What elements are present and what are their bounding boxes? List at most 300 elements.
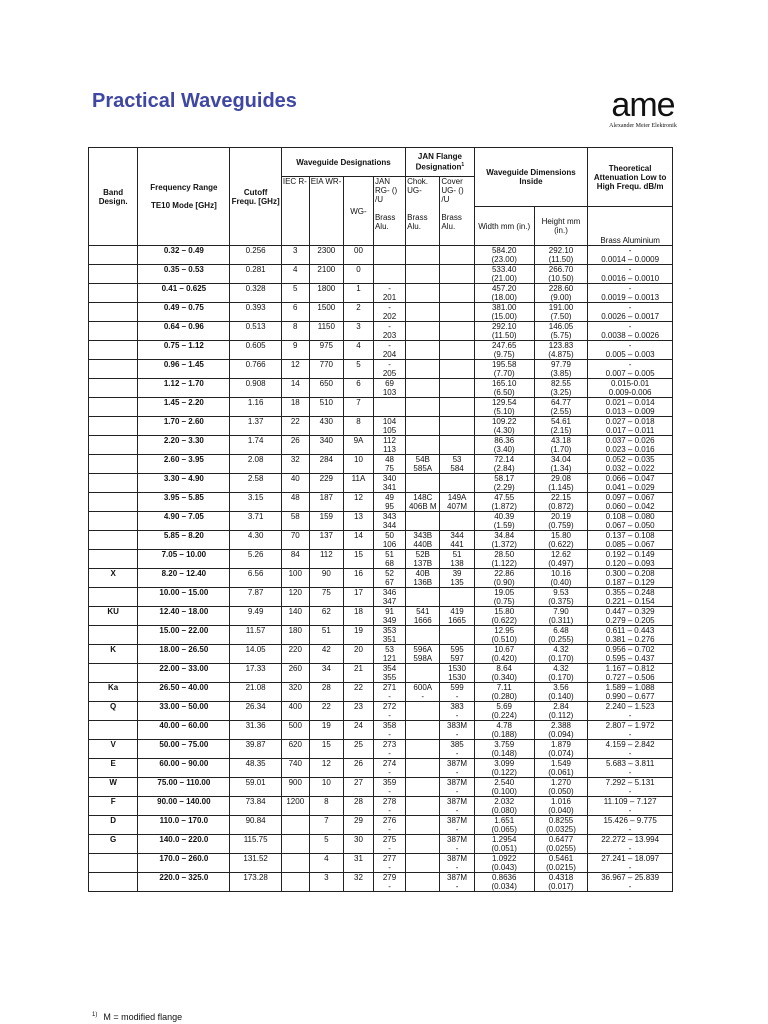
- width-cell: [474, 664, 534, 683]
- eia-cell: 90: [309, 569, 343, 588]
- jan-cell-line: -: [388, 730, 391, 739]
- cover-cell-line: -: [455, 692, 459, 701]
- jan-cell-line: 51: [385, 550, 394, 559]
- width-cell-line: 72.14: [494, 455, 515, 464]
- attenuation-cell-line: 0.005 – 0.003: [605, 350, 655, 359]
- eia-cell: 159: [309, 512, 343, 531]
- height-cell-line: (9.00): [550, 293, 572, 302]
- jan-cell-line: 113: [383, 445, 396, 454]
- jan-cell: [373, 398, 405, 417]
- attenuation-cell: [588, 341, 673, 360]
- jan-cell-line: -: [388, 360, 391, 369]
- cover-cell: [440, 702, 474, 721]
- attenuation-cell-line: 0.0038 – 0.0026: [601, 331, 660, 340]
- cover-cell-line: -: [455, 825, 459, 834]
- jan-cell-line: -: [388, 711, 391, 720]
- attenuation-cell: [588, 759, 673, 778]
- height-cell-line: (1.145): [548, 483, 574, 492]
- jan-cell: [373, 569, 405, 588]
- wg-cell: 00: [343, 246, 373, 265]
- attenuation-cell-line: 0.727 – 0.506: [605, 673, 655, 682]
- attenuation-cell: [588, 303, 673, 322]
- cover-cell: [440, 816, 474, 835]
- height-cell: [534, 759, 588, 778]
- cover-cell-line: 387M: [447, 816, 468, 825]
- band-cell: [89, 303, 138, 322]
- width-cell: [474, 284, 534, 303]
- cutoff-cell: 90.84: [230, 816, 281, 835]
- iec-cell: 1200: [281, 797, 309, 816]
- attenuation-cell: [588, 569, 673, 588]
- width-cell: [474, 360, 534, 379]
- eia-cell: 430: [309, 417, 343, 436]
- attenuation-cell-line: 0.120 – 0.093: [605, 559, 655, 568]
- frequency-cell: 220.0 – 325.0: [138, 873, 230, 892]
- height-cell-line: (0.0215): [546, 863, 576, 872]
- table-row: [89, 664, 673, 683]
- header-jan: JAN RG- () /U Brass Alu.: [373, 177, 405, 246]
- jan-cell-line: 104: [382, 417, 397, 426]
- cover-cell-line: 385: [450, 740, 464, 749]
- height-cell: [534, 493, 588, 512]
- jan-cell-line: 347: [382, 597, 397, 606]
- width-cell-line: (0.75): [493, 597, 515, 606]
- width-cell-line: 40.39: [494, 512, 515, 521]
- header-cover-material: Brass Alu.: [441, 213, 462, 231]
- cutoff-cell: 115.75: [230, 835, 281, 854]
- table-row: [89, 436, 673, 455]
- cover-cell: [440, 550, 474, 569]
- attenuation-cell-line: 0.015-0.01: [611, 379, 650, 388]
- choke-cell: [406, 683, 440, 702]
- height-cell-line: 15.80: [550, 531, 571, 540]
- frequency-cell: 15.00 – 22.00: [138, 626, 230, 645]
- width-cell-line: (0.034): [491, 882, 517, 891]
- table-row: [89, 303, 673, 322]
- company-logo: [602, 86, 684, 129]
- jan-cell-line: 351: [382, 635, 397, 644]
- cover-cell: [440, 873, 474, 892]
- attenuation-cell-line: 2.807 – 1.972: [605, 721, 655, 730]
- band-cell: [89, 436, 138, 455]
- frequency-cell: 26.50 – 40.00: [138, 683, 230, 702]
- height-cell-line: (3.25): [550, 388, 572, 397]
- band-cell: [89, 455, 138, 474]
- table-row: [89, 588, 673, 607]
- attenuation-cell-line: 0.595 – 0.437: [605, 654, 655, 663]
- wg-cell: 32: [343, 873, 373, 892]
- table-body: [89, 246, 673, 892]
- jan-cell-line: 279: [382, 873, 397, 882]
- frequency-cell: 0.75 – 1.12: [138, 341, 230, 360]
- cutoff-cell: 2.58: [230, 474, 281, 493]
- eia-cell: 7: [309, 816, 343, 835]
- attenuation-cell: [588, 322, 673, 341]
- jan-cell: [373, 379, 405, 398]
- attenuation-cell-line: 0.355 – 0.248: [605, 588, 655, 597]
- eia-cell: 229: [309, 474, 343, 493]
- iec-cell: 8: [281, 322, 309, 341]
- width-cell-line: 22.86: [494, 569, 515, 578]
- frequency-cell: 7.05 – 10.00: [138, 550, 230, 569]
- band-cell: [89, 398, 138, 417]
- cutoff-cell: 2.08: [230, 455, 281, 474]
- table-row: [89, 265, 673, 284]
- table-row: [89, 626, 673, 645]
- wg-cell: 0: [343, 265, 373, 284]
- band-cell: D: [89, 816, 138, 835]
- width-cell: [474, 341, 534, 360]
- jan-cell: [373, 455, 405, 474]
- width-cell-line: (2.84): [493, 464, 515, 473]
- jan-cell-line: 69: [385, 379, 394, 388]
- table-row: [89, 607, 673, 626]
- iec-cell: 9: [281, 341, 309, 360]
- choke-cell: [406, 664, 440, 683]
- band-cell: [89, 626, 138, 645]
- attenuation-cell-line: 0.013 – 0.009: [605, 407, 655, 416]
- eia-cell: 187: [309, 493, 343, 512]
- width-cell-line: 457.20: [491, 284, 517, 293]
- width-cell-line: (7.70): [493, 369, 515, 378]
- iec-cell: 4: [281, 265, 309, 284]
- header-frequency-range: Frequency Range TE10 Mode [GHz]: [138, 148, 230, 246]
- iec-cell: 18: [281, 398, 309, 417]
- height-cell-line: 54.61: [550, 417, 571, 426]
- table-row: [89, 455, 673, 474]
- frequency-cell: 140.0 – 220.0: [138, 835, 230, 854]
- height-cell-line: (3.85): [550, 369, 572, 378]
- frequency-cell: 110.0 – 170.0: [138, 816, 230, 835]
- wg-cell: 5: [343, 360, 373, 379]
- cover-cell: [440, 759, 474, 778]
- cover-cell: [440, 626, 474, 645]
- cutoff-cell: 1.37: [230, 417, 281, 436]
- height-cell-line: 3.56: [553, 683, 569, 692]
- height-cell-line: 4.32: [553, 664, 569, 673]
- choke-cell: [406, 626, 440, 645]
- height-cell-line: (11.50): [548, 255, 574, 264]
- jan-cell: [373, 626, 405, 645]
- choke-cell: [406, 322, 440, 341]
- height-cell: [534, 360, 588, 379]
- height-cell: [534, 683, 588, 702]
- attenuation-cell-line: 0.052 – 0.035: [605, 455, 655, 464]
- choke-cell-line: 585A: [413, 464, 433, 473]
- frequency-cell: 22.00 – 33.00: [138, 664, 230, 683]
- frequency-cell: 5.85 – 8.20: [138, 531, 230, 550]
- jan-cell-line: -: [388, 768, 391, 777]
- height-cell-line: (0.094): [548, 730, 574, 739]
- band-cell: [89, 588, 138, 607]
- iec-cell: 180: [281, 626, 309, 645]
- page-title: Practical Waveguides: [92, 90, 297, 112]
- cutoff-cell: 0.605: [230, 341, 281, 360]
- jan-cell-line: 202: [382, 312, 397, 321]
- height-cell-line: (1.34): [550, 464, 572, 473]
- cutoff-cell: 3.15: [230, 493, 281, 512]
- choke-cell: [406, 550, 440, 569]
- header-waveguide-dimensions: Waveguide Dimensions Inside: [474, 148, 588, 207]
- width-cell: [474, 626, 534, 645]
- wg-cell: 10: [343, 455, 373, 474]
- cover-cell-line: 599: [450, 683, 464, 692]
- iec-cell: 900: [281, 778, 309, 797]
- height-cell: [534, 246, 588, 265]
- width-cell-line: 109.22: [491, 417, 517, 426]
- attenuation-cell-line: -: [628, 882, 632, 891]
- eia-cell: 2100: [309, 265, 343, 284]
- height-cell-line: 20.19: [550, 512, 571, 521]
- attenuation-cell: [588, 379, 673, 398]
- choke-cell: [406, 645, 440, 664]
- attenuation-cell-line: -: [628, 360, 632, 369]
- band-cell: V: [89, 740, 138, 759]
- attenuation-cell: [588, 436, 673, 455]
- band-cell: [89, 854, 138, 873]
- choke-cell: [406, 569, 440, 588]
- jan-cell: [373, 322, 405, 341]
- height-cell-line: 22.15: [550, 493, 571, 502]
- jan-cell-line: -: [388, 692, 391, 701]
- cover-cell-line: -: [455, 768, 459, 777]
- jan-cell-line: 343: [382, 512, 397, 521]
- table-row: [89, 531, 673, 550]
- width-cell-line: (0.420): [491, 654, 517, 663]
- cover-cell-line: -: [455, 749, 459, 758]
- cover-cell: [440, 493, 474, 512]
- width-cell: [474, 835, 534, 854]
- choke-cell: [406, 702, 440, 721]
- cover-cell-line: 387M: [447, 778, 468, 787]
- header-jan-flange: JAN Flange Designation$^1$: [406, 148, 475, 177]
- jan-cell-line: 354: [382, 664, 397, 673]
- height-cell: [534, 607, 588, 626]
- wg-cell: 29: [343, 816, 373, 835]
- jan-cell-line: -: [388, 825, 391, 834]
- choke-cell-line: 1666: [413, 616, 432, 625]
- iec-cell: [281, 854, 309, 873]
- attenuation-cell-line: 0.032 – 0.022: [605, 464, 655, 473]
- jan-cell: [373, 607, 405, 626]
- height-cell-line: 9.53: [553, 588, 569, 597]
- height-cell-line: 0.8255: [548, 816, 574, 825]
- wg-cell: 4: [343, 341, 373, 360]
- choke-cell-line: 343B: [413, 531, 433, 540]
- jan-cell: [373, 816, 405, 835]
- footnote-mark: 1): [92, 1012, 98, 1018]
- attenuation-cell: [588, 455, 673, 474]
- height-cell-line: (0.255): [548, 635, 574, 644]
- width-cell: [474, 265, 534, 284]
- wg-cell: 13: [343, 512, 373, 531]
- cover-cell: [440, 588, 474, 607]
- band-cell: [89, 550, 138, 569]
- width-cell-line: 19.05: [494, 588, 515, 597]
- table-row: [89, 550, 673, 569]
- cutoff-cell: 4.30: [230, 531, 281, 550]
- width-cell: [474, 740, 534, 759]
- height-cell: [534, 436, 588, 455]
- cutoff-cell: 0.256: [230, 246, 281, 265]
- choke-cell: [406, 835, 440, 854]
- cover-cell: [440, 474, 474, 493]
- wg-cell: 15: [343, 550, 373, 569]
- jan-cell: [373, 284, 405, 303]
- band-cell: [89, 265, 138, 284]
- attenuation-cell-line: 0.381 – 0.276: [605, 635, 655, 644]
- height-cell-line: 0.5461: [548, 854, 574, 863]
- cover-cell: [440, 455, 474, 474]
- attenuation-cell: [588, 474, 673, 493]
- cutoff-cell: 9.49: [230, 607, 281, 626]
- frequency-cell: 60.00 – 90.00: [138, 759, 230, 778]
- iec-cell: 40: [281, 474, 309, 493]
- width-cell-line: 129.54: [491, 398, 517, 407]
- height-cell: [534, 531, 588, 550]
- width-cell: [474, 645, 534, 664]
- height-cell-line: (0.311): [548, 616, 574, 625]
- jan-cell: [373, 683, 405, 702]
- jan-cell: [373, 645, 405, 664]
- height-cell-line: 29.08: [550, 474, 571, 483]
- choke-cell: [406, 740, 440, 759]
- height-cell-line: 228.60: [548, 284, 574, 293]
- width-cell-line: (0.100): [491, 787, 517, 796]
- band-cell: W: [89, 778, 138, 797]
- width-cell-line: 58.17: [494, 474, 515, 483]
- frequency-cell: 0.49 – 0.75: [138, 303, 230, 322]
- height-cell-line: (0.872): [548, 502, 574, 511]
- frequency-cell: 3.95 – 5.85: [138, 493, 230, 512]
- cutoff-cell: 6.56: [230, 569, 281, 588]
- width-cell-line: 2.540: [494, 778, 515, 787]
- frequency-cell: 0.41 – 0.625: [138, 284, 230, 303]
- cover-cell: [440, 683, 474, 702]
- height-cell-line: 191.00: [548, 303, 574, 312]
- attenuation-cell-line: 0.037 – 0.026: [605, 436, 655, 445]
- height-cell-line: 12.62: [550, 550, 571, 559]
- eia-cell: 12: [309, 759, 343, 778]
- header-waveguide-designations: Waveguide Designations: [281, 148, 405, 177]
- cover-cell: [440, 721, 474, 740]
- header-attenuation-material: Brass Aluminium: [588, 207, 673, 246]
- width-cell-line: 7.11: [496, 683, 512, 692]
- choke-cell: [406, 341, 440, 360]
- width-cell-line: (0.148): [491, 749, 517, 758]
- band-cell: [89, 873, 138, 892]
- iec-cell: 320: [281, 683, 309, 702]
- attenuation-cell: [588, 626, 673, 645]
- width-cell-line: (0.043): [491, 863, 517, 872]
- jan-cell-line: -: [388, 284, 391, 293]
- eia-cell: 650: [309, 379, 343, 398]
- eia-cell: 137: [309, 531, 343, 550]
- choke-cell-line: 52B: [415, 550, 430, 559]
- table-row: [89, 417, 673, 436]
- iec-cell: 400: [281, 702, 309, 721]
- width-cell-line: (0.510): [491, 635, 517, 644]
- attenuation-cell-line: -: [628, 768, 632, 777]
- width-cell-line: (0.622): [491, 616, 517, 625]
- frequency-cell: 90.00 – 140.00: [138, 797, 230, 816]
- eia-cell: 975: [309, 341, 343, 360]
- choke-cell: [406, 721, 440, 740]
- width-cell-line: (0.224): [491, 711, 517, 720]
- jan-cell-line: 50: [385, 531, 394, 540]
- jan-cell: [373, 246, 405, 265]
- height-cell: [534, 588, 588, 607]
- eia-cell: 1150: [309, 322, 343, 341]
- iec-cell: 48: [281, 493, 309, 512]
- height-cell-line: (0.050): [548, 787, 574, 796]
- height-cell: [534, 702, 588, 721]
- choke-cell-line: 137B: [413, 559, 433, 568]
- attenuation-cell: [588, 588, 673, 607]
- attenuation-cell: [588, 493, 673, 512]
- width-cell-line: (23.00): [491, 255, 517, 264]
- jan-cell-line: 274: [382, 759, 397, 768]
- width-cell-line: 247.65: [491, 341, 517, 350]
- band-cell: Ka: [89, 683, 138, 702]
- band-cell: [89, 246, 138, 265]
- cover-cell-line: 1665: [448, 616, 466, 625]
- cover-cell-line: 1530: [448, 664, 466, 673]
- cover-cell-line: 387M: [447, 873, 468, 882]
- attenuation-cell-line: 0.447 – 0.329: [605, 607, 655, 616]
- choke-cell: [406, 778, 440, 797]
- height-cell-line: 292.10: [548, 246, 574, 255]
- jan-cell-line: -: [388, 749, 391, 758]
- frequency-cell: 1.12 – 1.70: [138, 379, 230, 398]
- wg-cell: 26: [343, 759, 373, 778]
- header-cutoff: Cutoff Frequ. [GHz]: [230, 148, 281, 246]
- width-cell-line: (4.30): [493, 426, 515, 435]
- cover-cell-line: 149A: [447, 493, 467, 502]
- attenuation-cell: [588, 398, 673, 417]
- cover-cell-line: 595: [450, 645, 464, 654]
- jan-cell-line: -: [388, 882, 391, 891]
- band-cell: K: [89, 645, 138, 664]
- attenuation-cell: [588, 797, 673, 816]
- cover-cell: [440, 303, 474, 322]
- width-cell-line: (0.280): [491, 692, 517, 701]
- jan-cell: [373, 474, 405, 493]
- attenuation-cell-line: -: [628, 806, 632, 815]
- jan-cell-line: -: [388, 341, 391, 350]
- eia-cell: 2300: [309, 246, 343, 265]
- table-row: [89, 398, 673, 417]
- attenuation-cell: [588, 645, 673, 664]
- iec-cell: 140: [281, 607, 309, 626]
- wg-cell: 20: [343, 645, 373, 664]
- width-cell-line: 1.0922: [491, 854, 517, 863]
- band-cell: [89, 531, 138, 550]
- cover-cell-line: 53: [452, 455, 462, 464]
- height-cell-line: 123.83: [548, 341, 574, 350]
- width-cell: [474, 873, 534, 892]
- choke-cell: [406, 854, 440, 873]
- choke-cell-line: 600A: [413, 683, 433, 692]
- eia-cell: 62: [309, 607, 343, 626]
- attenuation-cell: [588, 360, 673, 379]
- height-cell-line: 2.84: [553, 702, 569, 711]
- width-cell: [474, 379, 534, 398]
- choke-cell: [406, 588, 440, 607]
- attenuation-cell-line: 0.0019 – 0.0013: [601, 293, 660, 302]
- cover-cell-line: -: [455, 711, 459, 720]
- jan-cell: [373, 303, 405, 322]
